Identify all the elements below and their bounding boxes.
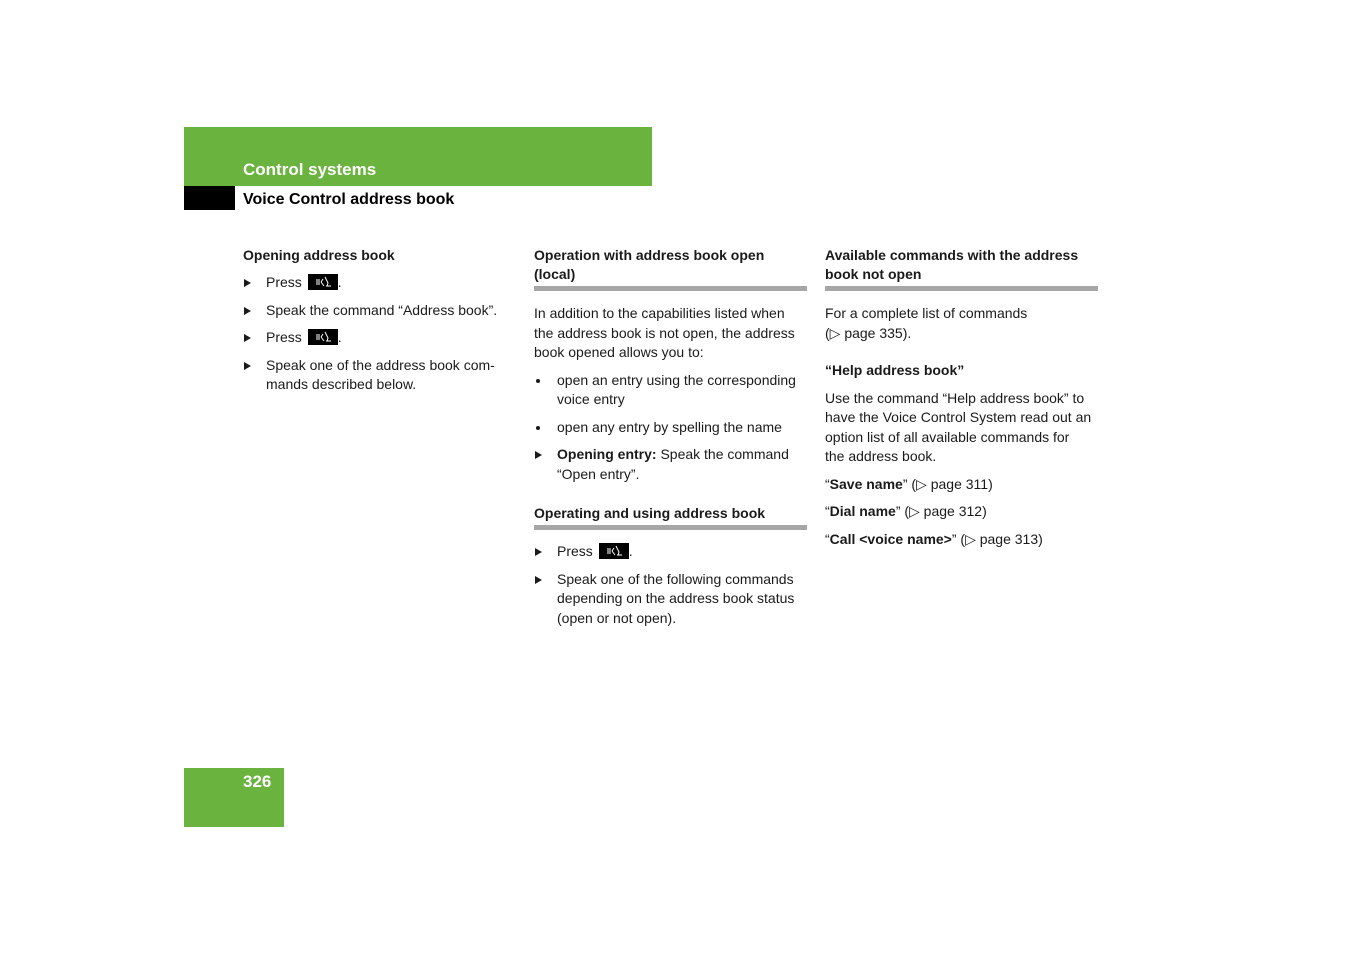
help-address-book-title: “Help address book” [825, 362, 965, 378]
voice-control-key-icon [599, 543, 629, 559]
step-press-2: Press . [243, 328, 515, 348]
step-arrow-icon [244, 362, 251, 370]
step-arrow-icon [535, 451, 542, 459]
step-press-3: Press . [534, 542, 807, 562]
command-dial-name: “Dial name” (▷ page 312) [825, 503, 987, 519]
step-arrow-icon [535, 576, 542, 584]
voice-control-key-icon [308, 274, 338, 290]
page-number: 326 [243, 772, 272, 791]
step-arrow-icon [244, 307, 251, 315]
command-save-name: “Save name” (▷ page 311) [825, 475, 993, 492]
heading-operation-open: Operation with address book open (local) [534, 247, 765, 282]
operation-intro: In addition to the capabilities listed when the address book is not open, the address book opened allows you to: [534, 305, 795, 360]
complete-list-note: For a complete list of commands (▷ page 335). [825, 305, 1028, 341]
step-arrow-icon [535, 548, 542, 556]
column-operation [534, 246, 807, 628]
step-press-1: Press . [243, 273, 515, 293]
page-title: Voice Control address book [243, 191, 455, 208]
step-arrow-icon [244, 334, 251, 342]
bullet-open-voice-entry: open an entry using the corresponding voice entry [534, 371, 807, 410]
step-opening-entry: Opening entry: Speak the command “Open entry”. [534, 445, 807, 484]
column-available-commands [825, 246, 1098, 549]
heading-opening-address-book: Opening address book [243, 247, 395, 263]
step-speak-commands: Speak one of the address book com- mands described below. [243, 356, 515, 395]
command-call-voice-name: “Call <voice name>” (▷ page 313) [825, 530, 1043, 547]
bullet-icon [536, 379, 540, 383]
header-marker [184, 186, 235, 210]
section-title: Control systems [243, 160, 377, 179]
bullet-icon [536, 426, 540, 430]
heading-available-commands: Available commands with the address book not open [825, 247, 1079, 282]
help-address-book-text: Use the command “Help address book” to have the Voice Control System read out an option list of all available commands for the address book. [825, 389, 1092, 464]
step-arrow-icon [244, 279, 251, 287]
bullet-spell-name: open any entry by spelling the name [534, 418, 807, 438]
step-speak-address-book: Speak the command “Address book”. [243, 301, 515, 321]
column-opening [243, 246, 515, 395]
voice-control-key-icon [308, 329, 338, 345]
step-speak-following: Speak one of the following commands depending on the address book status (open or not open). [534, 570, 807, 629]
heading-operating-using: Operating and using address book [534, 505, 766, 521]
